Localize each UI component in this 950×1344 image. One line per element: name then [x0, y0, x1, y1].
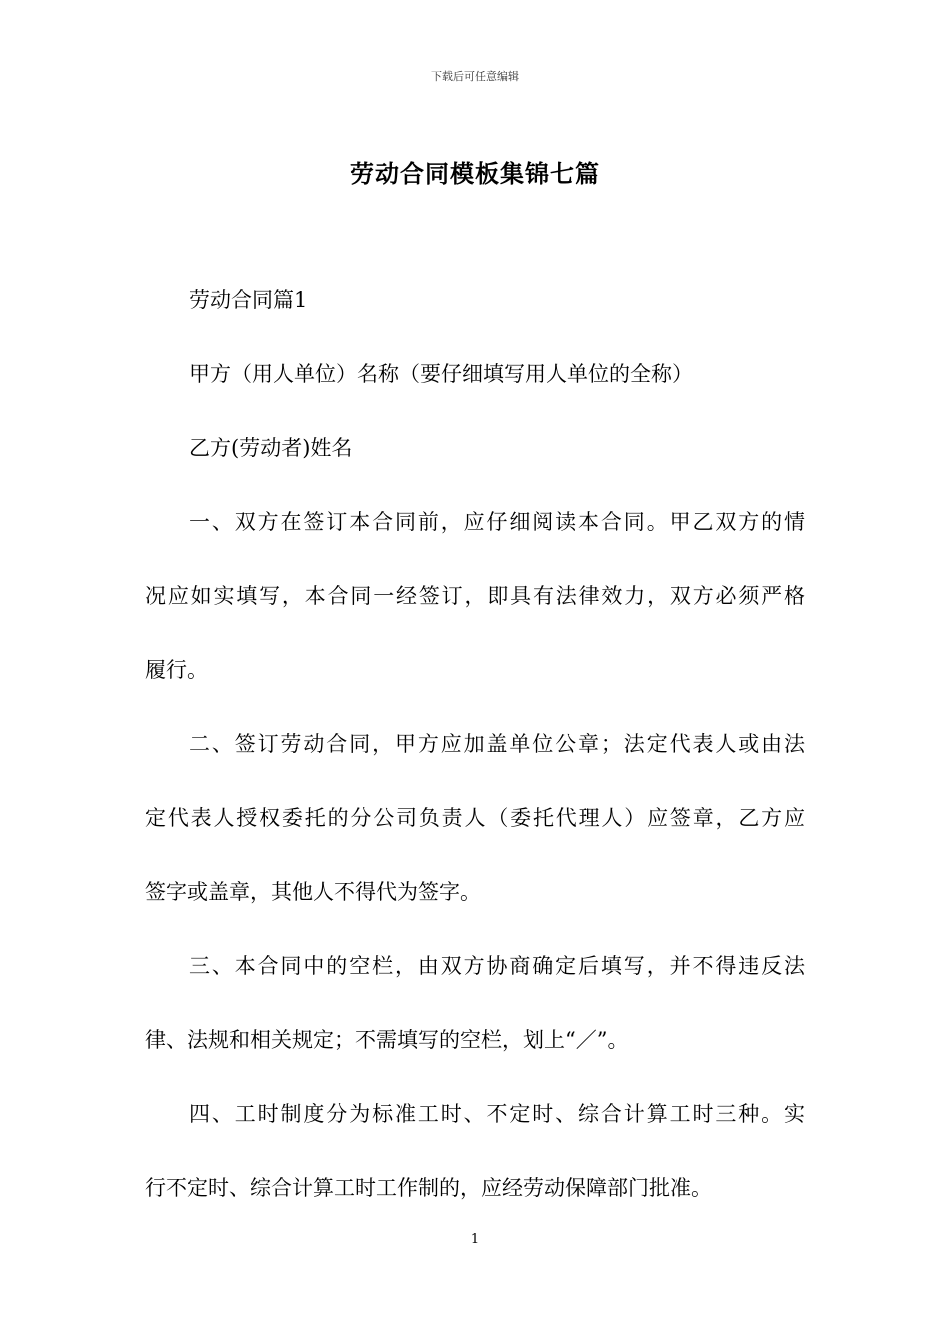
- body-line: 四、工时制度分为标准工时、不定时、综合计算工时三种。实: [189, 1102, 805, 1126]
- document-title: 劳动合同模板集锦七篇: [350, 159, 600, 188]
- body-line: 甲方（用人单位）名称（要仔细填写用人单位的全称）: [189, 362, 693, 386]
- body-line: 行不定时、综合计算工时工作制的，应经劳动保障部门批准。: [145, 1176, 712, 1200]
- body-line: 况应如实填写，本合同一经签订，即具有法律效力，双方必须严格: [145, 584, 805, 608]
- page-number: 1: [470, 1232, 480, 1247]
- header-note: 下载后可任意编辑: [431, 70, 519, 83]
- body-line: 二、签订劳动合同，甲方应加盖单位公章；法定代表人或由法: [189, 732, 805, 756]
- body-line: 一、双方在签订本合同前，应仔细阅读本合同。甲乙双方的情: [189, 510, 805, 534]
- body-line: 履行。: [145, 658, 208, 682]
- body-line: 签字或盖章，其他人不得代为签字。: [145, 880, 481, 904]
- body-line: 乙方(劳动者)姓名: [189, 436, 353, 460]
- document-body: [145, 282, 805, 1244]
- body-line: 劳动合同篇1: [189, 288, 308, 312]
- body-line: 三、本合同中的空栏，由双方协商确定后填写，并不得违反法: [189, 954, 805, 978]
- body-line: 定代表人授权委托的分公司负责人（委托代理人）应签章，乙方应: [145, 806, 805, 830]
- body-line: 律、法规和相关规定；不需填写的空栏，划上“／”。: [145, 1028, 629, 1052]
